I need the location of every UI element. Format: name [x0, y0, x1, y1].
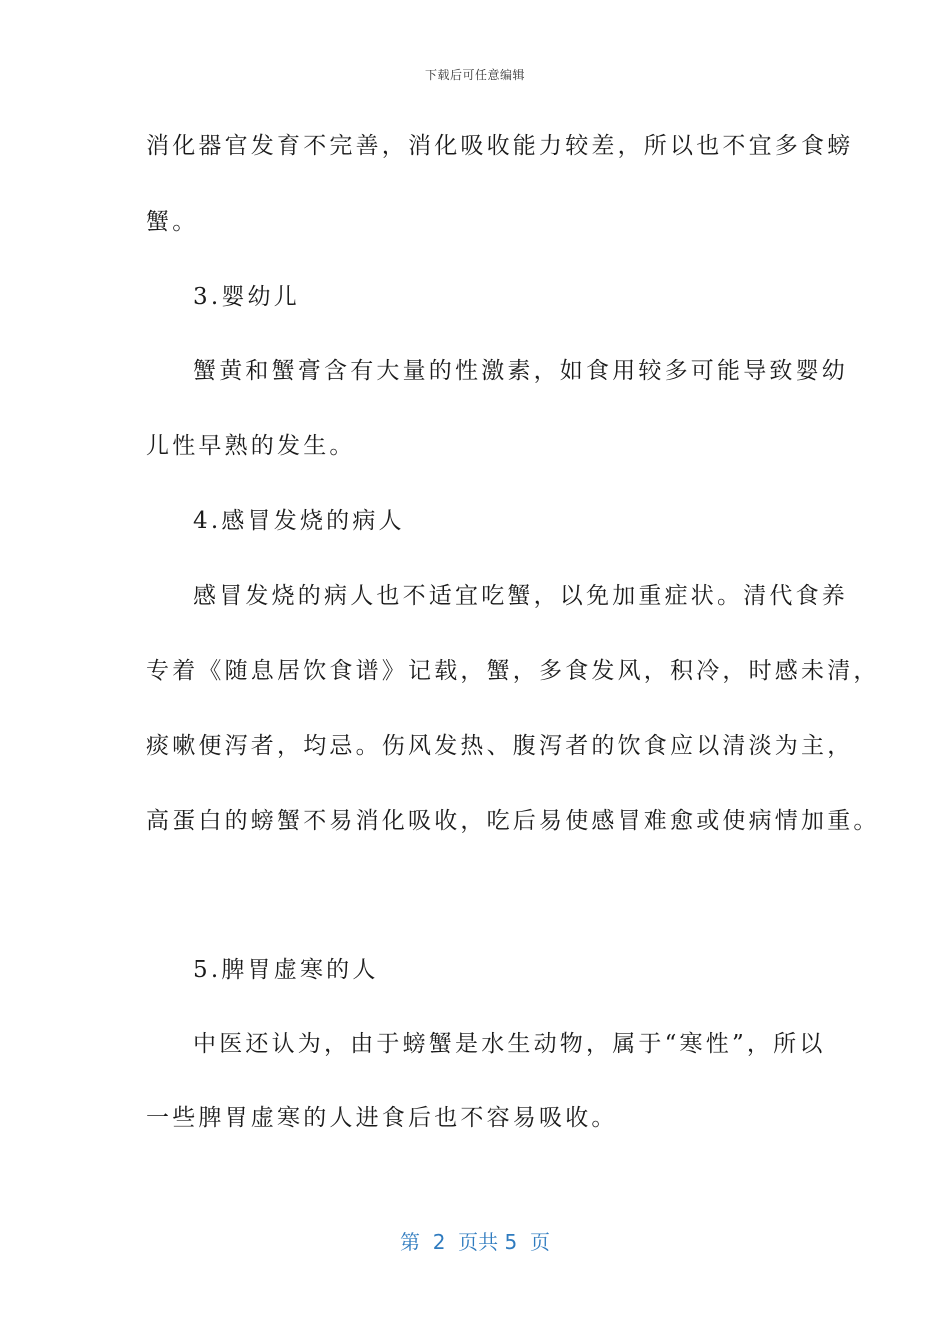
section-heading: 3.婴幼儿 [193, 284, 300, 310]
paragraph-line: 消化器官发育不完善，消化吸收能力较差，所以也不宜多食螃 [146, 133, 854, 159]
paragraph-line: 高蛋白的螃蟹不易消化吸收，吃后易使感冒难愈或使病情加重。 [146, 808, 880, 834]
section-heading: 4.感冒发烧的病人 [193, 508, 405, 534]
header-note: 下载后可任意编辑 [424, 68, 525, 82]
paragraph-line: 专着《随息居饮食谱》记载，蟹，多食发风，积冷，时感未清， [146, 658, 880, 684]
paragraph-line: 一些脾胃虚寒的人进食后也不容易吸收。 [146, 1105, 618, 1131]
paragraph-line: 蟹。 [146, 209, 199, 235]
page-number: 第 2 页共 5 页 [400, 1230, 550, 1254]
paragraph-line: 儿性早熟的发生。 [146, 433, 356, 459]
section-heading: 5.脾胃虚寒的人 [193, 957, 379, 983]
paragraph-line: 中医还认为，由于螃蟹是水生动物，属于“寒性”，所以 [193, 1031, 826, 1057]
paragraph-line: 蟹黄和蟹膏含有大量的性激素，如食用较多可能导致婴幼 [193, 358, 848, 384]
paragraph-line: 感冒发烧的病人也不适宜吃蟹，以免加重症状。清代食养 [193, 583, 848, 609]
paragraph-line: 痰嗽便泻者，均忌。伤风发热、腹泻者的饮食应以清淡为主， [146, 733, 854, 759]
